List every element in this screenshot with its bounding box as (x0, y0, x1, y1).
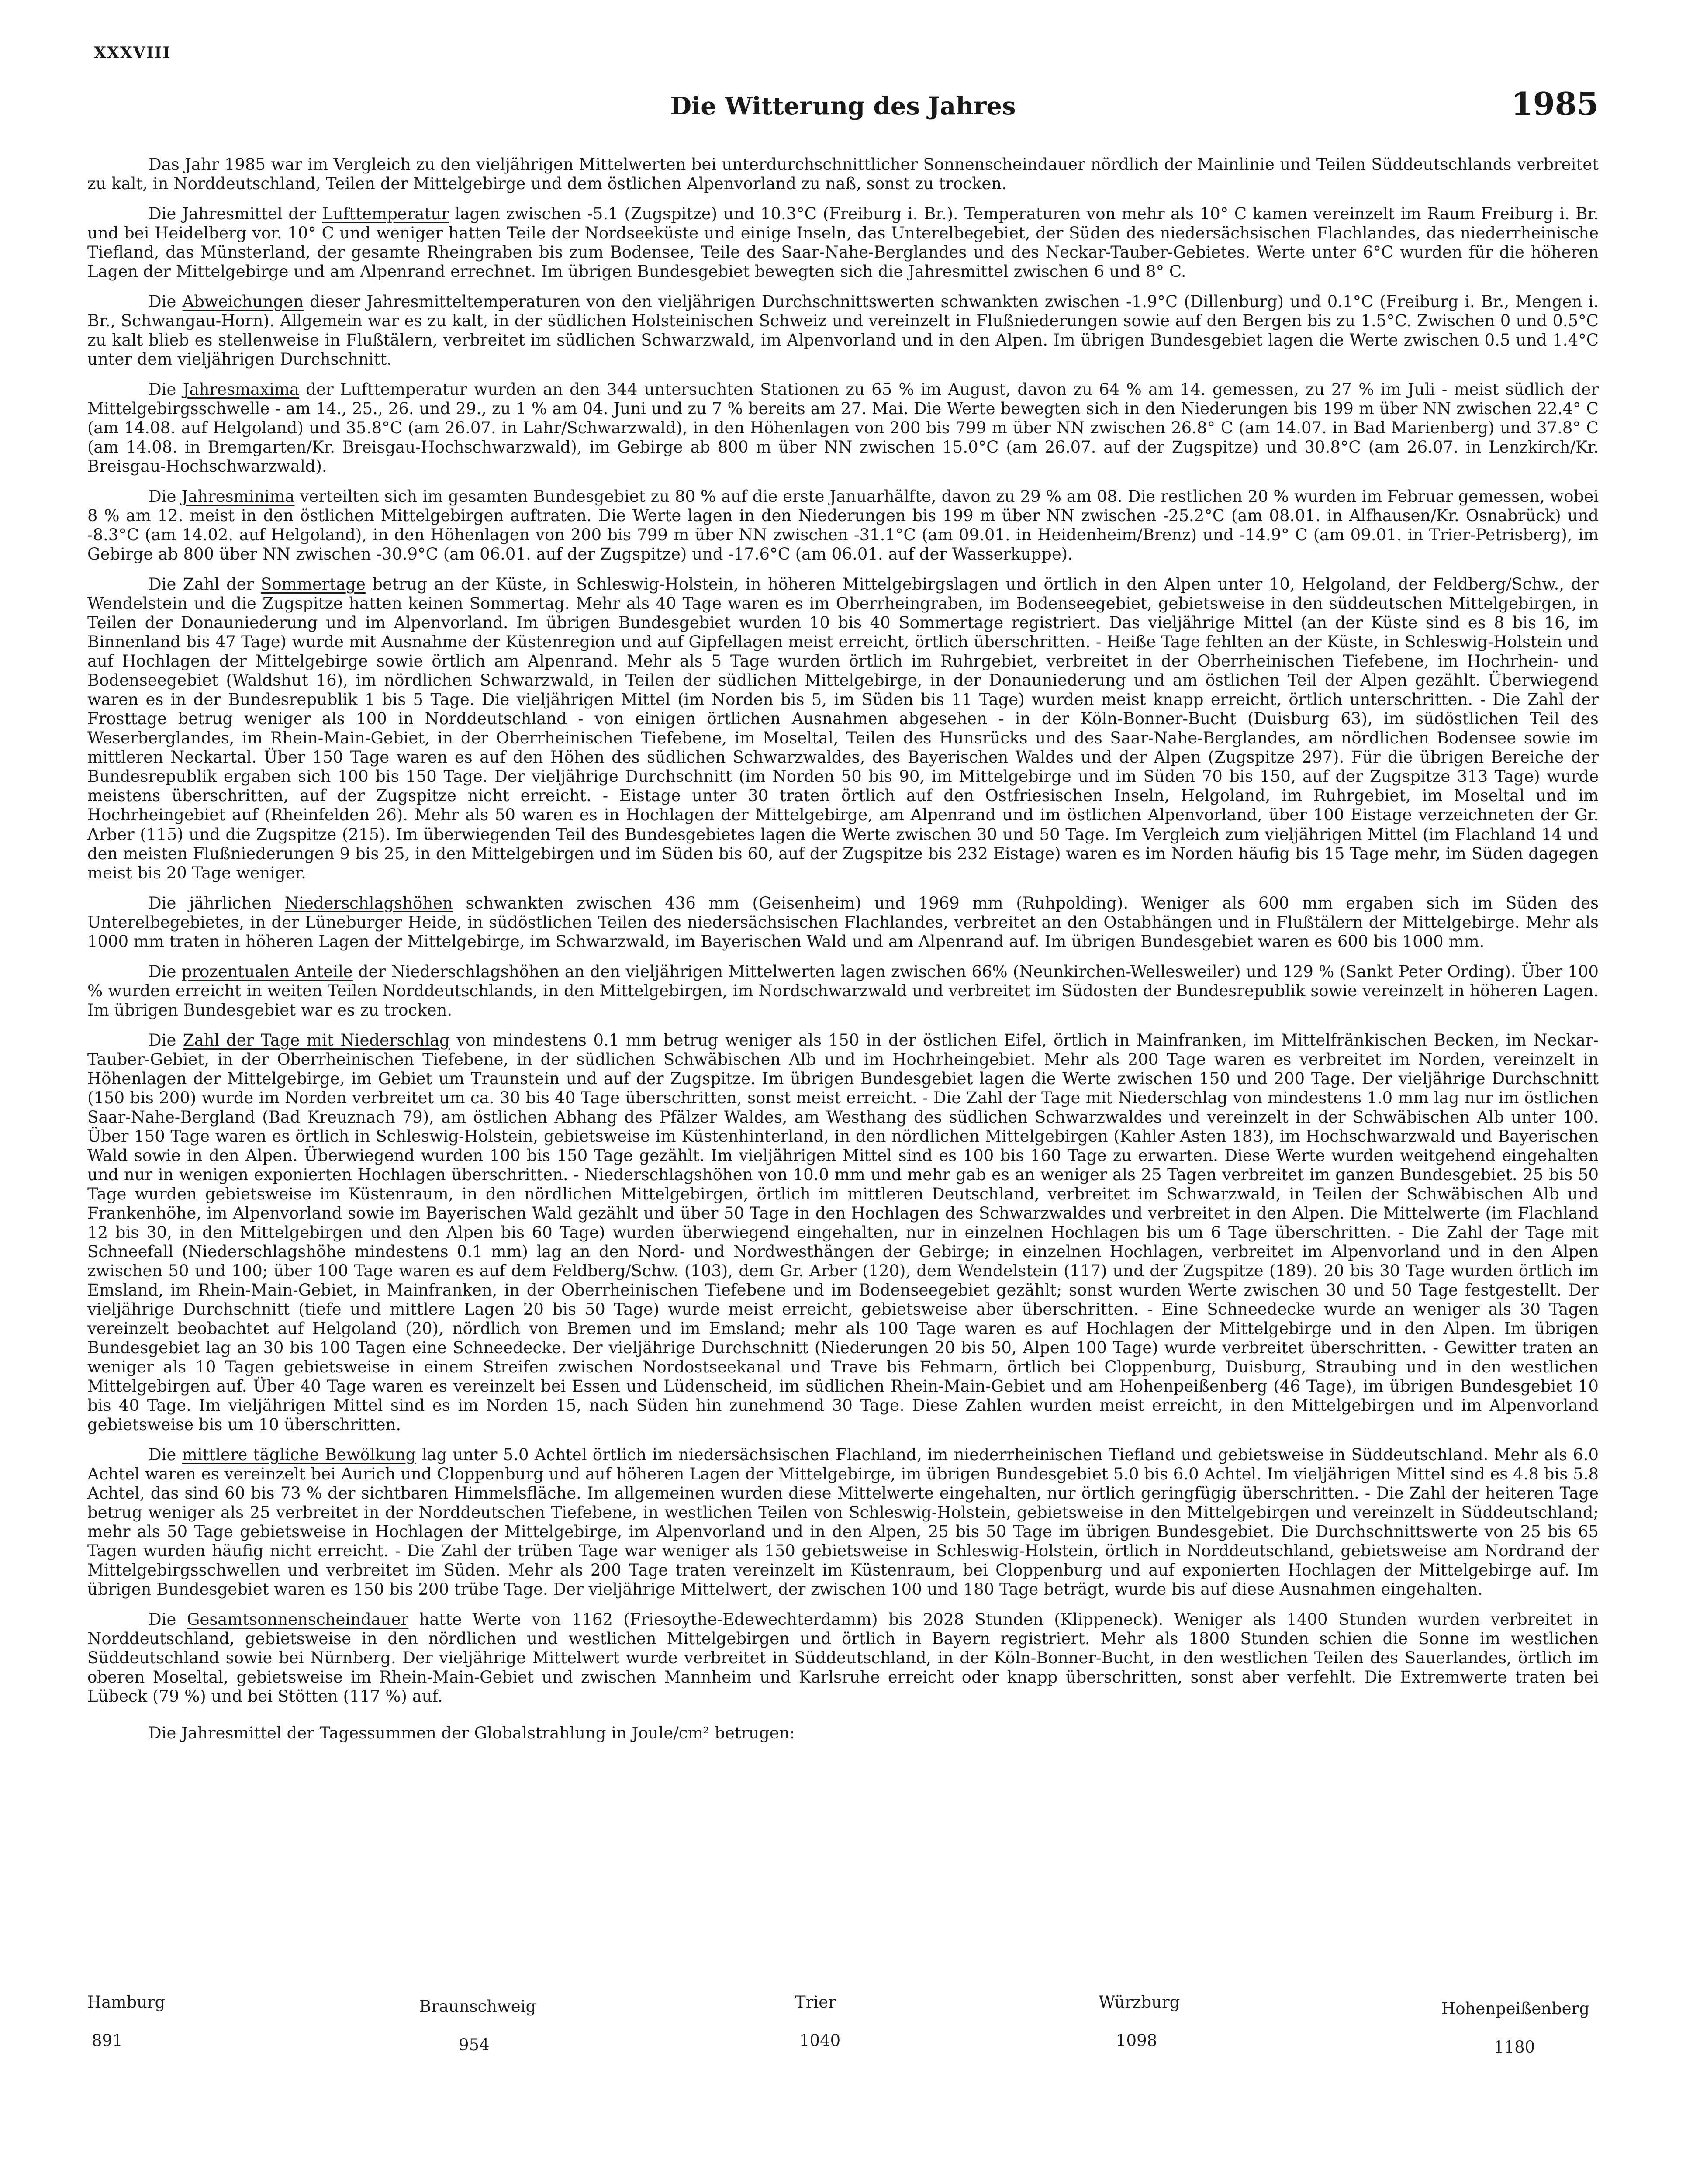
paragraph-text: der Niederschlagshöhen an den vieljährigen Mittelwerten lagen zwischen 66% (Neunkirchen-Wellesweiler) und 129 % (Sankt Peter Ording). Über 100 % wurden erreicht in weiten Teilen Norddeutschlands, in den Mittelgebirgen, im Nordschwarzwald und verbreitet im Südosten der Bundesrepublik sowie vereinzelt in höheren Lagen. Im übrigen Bundesgebiet war es zu trocken. (87, 962, 1599, 1019)
station-value: 954 (459, 2035, 490, 2055)
station-braunschweig (419, 1996, 536, 2056)
station-name: Würzburg (1099, 1993, 1180, 2011)
paragraph-summary (87, 155, 1599, 194)
paragraph-deviations (87, 292, 1599, 369)
document-page (87, 0, 1599, 2184)
station-value: 1040 (799, 2031, 841, 2050)
paragraph-lead: Die Jahresmittel der (149, 204, 322, 224)
paragraph-summer-days (87, 575, 1599, 882)
station-value: 891 (92, 2031, 123, 2050)
paragraph-text: Das Jahr 1985 war im Vergleich zu den vieljährigen Mittelwerten bei unterdurchschnittlicher Sonnenscheindauer nördlich der Mainlinie und Teilen Süddeutschlands verbreitet zu kalt, in Norddeutschland, Teilen der Mittelgebirge und dem östlichen Alpenvorland zu naß, sonst zu trocken. (87, 155, 1599, 194)
paragraph-keyword: prozentualen Anteile (181, 962, 353, 981)
station-hamburg (87, 1992, 165, 2051)
paragraph-precipitation-days (87, 1031, 1599, 1434)
paragraph-keyword: Abweichungen (182, 292, 304, 311)
station-trier (795, 1992, 840, 2051)
station-name: Hamburg (87, 1993, 166, 2011)
radiation-table (87, 1992, 1599, 2057)
paragraph-text: dieser Jahresmitteltemperaturen von den vieljährigen Durchschnittswerten schwankten zwischen -1.9°C (Dillenburg) und 0.1°C (Freiburg i. Br., Mengen i. Br., Schwangau-Horn). Allgemein war es zu kalt, in der südlichen Holsteinischen Schweiz und vereinzelt in Flußniederungen sowie auf den Bergen bis zu 1.5°C. Zwischen 0 und 0.5°C zu kalt blieb es stellenweise in Flußtälern, verbreitet im südlichen Schwarzwald, im Alpenvorland und in den Alpen. Im übrigen Bundesgebiet lagen die Werte zwischen 0.5 und 1.4°C unter dem vieljährigen Durchschnitt. (87, 292, 1599, 369)
paragraph-keyword: Niederschlagshöhen (284, 893, 453, 912)
paragraph-text: der Lufttemperatur wurden an den 344 untersuchten Stationen zu 65 % im August, davon zu 64 % am 14. gemessen, zu 27 % im Juli - meist südlich der Mittelgebirgsschwelle - am 14., 25., 26. und 29., zu 1 % am 04. Juni und zu 7 % bereits am 27. Mai. Die Werte bewegten sich in den Niederungen bis 199 m über NN zwischen 22.4° C (am 14.08. auf Helgoland) und 35.8°C (am 26.07. in Lahr/Schwarzwald), in den Höhenlagen von 200 bis 799 m über NN zwischen 26.8° C (am 14.07. in Bad Marienberg) und 37.8° C (am 14.08. in Bremgarten/Kr. Breisgau-Hochschwarzwald), im Gebirge ab 800 m über NN zwischen 15.0°C (am 26.07. auf der Zugspitze) und 30.8°C (am 26.07. in Lenzkirch/Kr. Breisgau-Hochschwarzwald). (87, 380, 1599, 476)
paragraph-air-temperature (87, 204, 1599, 281)
paragraph-lead: Die Zahl der (149, 575, 261, 594)
page-number: XXXVIII (94, 44, 171, 62)
paragraph-lead: Die (149, 380, 183, 399)
station-value: 1180 (1494, 2038, 1535, 2057)
paragraph-text: betrug an der Küste, in Schleswig-Holstein, in höheren Mittelgebirgslagen und örtlich in den Alpen unter 10, Helgoland, der Feldberg/Schw., der Wendelstein und die Zugspitze hatten keinen Sommertag. Mehr als 40 Tage waren es im Oberrheingraben, im Bodenseegebiet, gebietsweise in den süddeutschen Mittelgebirgen, in Teilen der Donauniederung und im Alpenvorland. Im übrigen Bundesgebiet wurden 10 bis 40 Sommertage registriert. Das vieljährige Mittel (an der Küste sind es 8 bis 16, im Binnenland bis 47 Tage) wurde mit Ausnahme der Küstenregion und auf Gipfellagen meist erreicht, örtlich überschritten. - Heiße Tage fehlten an der Küste, in Schleswig-Holstein und auf Hochlagen der Mittelgebirge sowie örtlich am Alpenrand. Mehr als 5 Tage wurden örtlich im Ruhrgebiet, verbreitet in der Oberrheinischen Tiefebene, im Hochrhein- und Bodenseegebiet (Waldshut 16), im nördlichen Schwarzwald, in Teilen der südlichen Mittelgebirge, in der Donauniederung und am östlichen Teil der Alpen gezählt. Überwiegend waren es in der Bundesrepublik 1 bis 5 Tage. Die vieljährigen Mittel (im Norden bis 5, im Süden bis 11 Tage) wurden meist knapp erreicht, örtlich unterschritten. - Die Zahl der Frosttage betrug weniger als 100 in Norddeutschland - von einigen örtlichen Ausnahmen abgesehen - in der Köln-Bonner-Bucht (Duisburg 63), im südöstlichen Teil des Weserberglandes, im Rhein-Main-Gebiet, in der Oberrheinischen Tiefebene, im Moseltal, Teilen des Hunsrücks und des Saar-Nahe-Berglandes, am nördlichen Bodensee sowie im mittleren Neckartal. Über 150 Tage waren es auf den Höhen des südlichen Schwarzwaldes, des Bayerischen Waldes und der Alpen (Zugspitze 297). Für die übrigen Bereiche der Bundesrepublik ergaben sich 100 bis 150 Tage. Der vieljährige Durchschnitt (im Norden 50 bis 90, im Mittelgebirge und im Süden 70 bis 150, auf der Zugspitze 313 Tage) wurde meistens überschritten, auf der Zugspitze nicht erreicht. - Eistage unter 30 traten örtlich auf den Ostfriesischen Inseln, Helgoland, im Ruhrgebiet, im Moseltal und im Hochrheingebiet auf (Rheinfelden 26). Mehr als 50 waren es in Hochlagen der Mittelgebirge, am Alpenrand und im östlichen Alpenvorland, über 100 Eistage verzeichneten der Gr. Arber (115) und die Zugspitze (215). Im überwiegenden Teil des Bundesgebietes lagen die Werte zwischen 30 und 50 Tage. Im Vergleich zum vieljährigen Mittel (im Flachland 14 und den meisten Flußniederungen 9 bis 25, in den Mittelgebirgen und im Süden bis 60, auf der Zugspitze bis 232 Eistage) waren es im Norden häufig bis 15 Tage mehr, im Süden dagegen meist bis 20 Tage weniger. (87, 575, 1599, 882)
station-wuerzburg (1099, 1992, 1180, 2051)
paragraph-lead: Die (149, 292, 183, 311)
paragraph-sunshine (87, 1610, 1599, 1706)
page-title: Die Witterung des Jahres (670, 92, 1016, 121)
paragraph-text: verteilten sich im gesamten Bundesgebiet zu 80 % auf die erste Januarhälfte, davon zu 29 % am 08. Die restlichen 20 % wurden im Februar gemessen, wobei 8 % am 12. meist in den östlichen Mittelgebirgen auftraten. Die Werte lagen in den Niederungen bis 199 m über NN zwischen -25.2°C (am 08.01. in Alfhausen/Kr. Osnabrück) und -8.3°C (am 14.02. auf Helgoland), in den Höhenlagen von 200 bis 799 m über NN zwischen -31.1°C (am 09.01. in Heidenheim/Brenz) und -14.9° C (am 09.01. in Trier-Petrisberg), im Gebirge ab 800 über NN zwischen -30.9°C (am 06.01. auf der Zugspitze) und -17.6°C (am 06.01. auf der Wasserkuppe). (87, 487, 1599, 564)
document-body (87, 155, 1599, 1742)
station-name: Trier (795, 1993, 836, 2011)
paragraph-text: von mindestens 0.1 mm betrug weniger als 150 in der östlichen Eifel, örtlich in Mainfranken, im Mittelfränkischen Becken, im Neckar-Tauber-Gebiet, in der Oberrheinischen Tiefebene, in der südlichen Schwäbischen Alb und im Hochrheingebiet. Mehr als 200 Tage waren es verbreitet im Norden, vereinzelt in Höhenlagen der Mittelgebirge, im Gebiet um Traunstein und auf der Zugspitze. Im übrigen Bundesgebiet lagen die Werte zwischen 150 und 200 Tage. Der vieljährige Durchschnitt (150 bis 200) wurde im Norden verbreitet um ca. 30 bis 40 Tage überschritten, sonst meist erreicht. - Die Zahl der Tage mit Niederschlag von mindestens 1.0 mm lag nur im östlichen Saar-Nahe-Bergland (Bad Kreuznach 79), am östlichen Abhang des Pfälzer Waldes, am Westhang des südlichen Schwarzwaldes und vereinzelt in der Schwäbischen Alb unter 100. Über 150 Tage waren es örtlich in Schleswig-Holstein, gebietsweise im Küstenhinterland, in den nördlichen Mittelgebirgen (Kahler Asten 183), im Hochschwarzwald und Bayerischen Wald sowie in den Alpen. Überwiegend wurden 100 bis 150 Tage gezählt. Im vieljährigen Mittel sind es 100 bis 160 Tage zu erwarten. Diese Werte wurden weitgehend eingehalten und nur in wenigen exponierten Hochlagen überschritten. - Niederschlagshöhen von 10.0 mm und mehr gab es an weniger als 25 Tagen verbreitet im ganzen Bundesgebiet. 25 bis 50 Tage wurden gebietsweise im Küstenraum, in den nördlichen Mittelgebirgen, örtlich im mittleren Deutschland, verbreitet im Schwarzwald, in Teilen der Schwäbischen Alb und Frankenhöhe, im Alpenvorland sowie im Bayerischen Wald gezählt und über 50 Tage in den Hochlagen des Schwarzwaldes und verbreitet in den Alpen. Die Mittelwerte (im Flachland 12 bis 30, in den Mittelgebirgen und den Alpen bis 60 Tage) wurden überwiegend eingehalten, nur in einzelnen Hochlagen bis um 6 Tage überschritten. - Die Zahl der Tage mit Schneefall (Niederschlagshöhe mindestens 0.1 mm) lag an den Nord- und Nordwesthängen der Gebirge; in einzelnen Hochlagen, verbreitet im Alpenvorland und in den Alpen zwischen 50 und 100; über 100 Tage waren es auf dem Feldberg/Schw. (103), dem Gr. Arber (120), dem Wendelstein (117) und der Zugspitze (189). 20 bis 30 Tage wurden örtlich im Emsland, im Rhein-Main-Gebiet, in Mainfranken, in der Oberrheinischen Tiefebene und im Bodenseegebiet gezählt; sonst wurden Werte zwischen 30 und 50 Tage festgestellt. Der vieljährige Durchschnitt (tiefe und mittlere Lagen 20 bis 50 Tage) wurde meist erreicht, gebietsweise aber überschritten. - Eine Schneedecke wurde an weniger als 30 Tagen vereinzelt beobachtet auf Helgoland (20), nördlich von Bremen und im Emsland; mehr als 100 Tage waren es auf Hochlagen der Mittelgebirge und in den Alpen. Im übrigen Bundesgebiet lag an 30 bis 100 Tagen eine Schneedecke. Der vieljährige Durchschnitt (Niederungen 20 bis 50, Alpen 100 Tage) wurde verbreitet überschritten. - Gewitter traten an weniger als 10 Tagen gebietsweise in einem Streifen zwischen Nordostseekanal und Trave bis Fehmarn, örtlich bei Cloppenburg, Duisburg, Straubing und in den westlichen Mittelgebirgen auf. Über 40 Tage waren es vereinzelt bei Essen und Lüdenscheid, im südlichen Rhein-Main-Gebiet und am Hohenpeißenberg (46 Tage), im übrigen Bundesgebiet 10 bis 40 Tage. Im vieljährigen Mittel sind es im Norden 15, nach Süden hin zunehmend 30 Tage. Diese Zahlen wurden meist erreicht, in den Mittelgebirgen und im Alpenvorland gebietsweise bis um 10 überschritten. (87, 1030, 1599, 1434)
paragraph-cloudiness (87, 1445, 1599, 1599)
paragraph-lead: Die jährlichen (149, 893, 285, 912)
paragraph-keyword: Lufttemperatur (322, 204, 449, 224)
paragraph-keyword: Sommertage (260, 575, 366, 594)
paragraph-lead: Die (149, 1030, 183, 1050)
paragraph-keyword: Gesamtsonnenscheindauer (187, 1610, 409, 1629)
station-hohenpeissenberg (1441, 1998, 1589, 2058)
paragraph-lead: Die (149, 1445, 182, 1464)
paragraph-annual-maxima (87, 380, 1599, 476)
paragraph-lead: Die (149, 962, 182, 981)
paragraph-lead: Die (149, 1610, 187, 1629)
paragraph-text: schwankten zwischen 436 mm (Geisenheim) und 1969 mm (Ruhpolding). Weniger als 600 mm ergaben sich im Süden des Unterelbegebietes, in der Lüneburger Heide, in südöstlichen Teilen des niedersächsischen Flachlandes, verbreitet an den Ostabhängen und in Flußtälern der Mittelgebirge. Mehr als 1000 mm traten in höheren Lagen der Mittelgebirge, im Schwarzwald, im Bayerischen Wald und am Alpenrand auf. Im übrigen Bundesgebiet waren es 600 bis 1000 mm. (87, 893, 1599, 951)
paragraph-annual-minima (87, 487, 1599, 564)
paragraph-precipitation-percent (87, 962, 1599, 1020)
radiation-intro: Die Jahresmittel der Tagessummen der Globalstrahlung in Joule/cm² betrugen: (149, 1724, 795, 1743)
paragraph-text: lag unter 5.0 Achtel örtlich im niedersächsischen Flachland, im niederrheinischen Tiefland und gebietsweise in Süddeutschland. Mehr als 6.0 Achtel waren es vereinzelt bei Aurich und Cloppenburg und auf höheren Lagen der Mittelgebirge, im übrigen Bundesgebiet 5.0 bis 6.0 Achtel. Im vieljährigen Mittel sind es 4.8 bis 5.8 Achtel, das sind 60 bis 73 % der sichtbaren Himmelsfläche. Im allgemeinen wurden diese Mittelwerte eingehalten, nur örtlich geringfügig überschritten. - Die Zahl der heiteren Tage betrug weniger als 25 verbreitet in der Norddeutschen Tiefebene, in westlichen Teilen von Schleswig-Holstein, gebietsweise in den Mittelgebirgen und vereinzelt in Süddeutschland; mehr als 50 Tage gebietsweise in Hochlagen der Mittelgebirge, im Alpenvorland und in den Alpen, 25 bis 50 Tage im übrigen Bundesgebiet. Die Durchschnittswerte von 25 bis 65 Tagen wurden häufig nicht erreicht. - Die Zahl der trüben Tage war weniger als 150 gebietsweise in Schleswig-Holstein, örtlich in Norddeutschland, gebietsweise am Nordrand der Mittelgebirgsschwellen und verbreitet im Süden. Mehr als 200 Tage traten vereinzelt im Küstenraum, bei Cloppenburg und auf exponierten Hochlagen der Mittelgebirge auf. Im übrigen Bundesgebiet waren es 150 bis 200 trübe Tage. Der vieljährige Mittelwert, der zwischen 100 und 180 Tage beträgt, wurde bis auf diese Ausnahmen eingehalten. (87, 1445, 1599, 1599)
paragraph-keyword: Jahresminima (181, 487, 295, 506)
paragraph-precipitation (87, 894, 1599, 951)
paragraph-text: lagen zwischen -5.1 (Zugspitze) und 10.3°C (Freiburg i. Br.). Temperaturen von mehr als 10° C kamen vereinzelt im Raum Freiburg i. Br. und bei Heidelberg vor. 10° C und weniger hatten Teile der Nordseeküste und einige Inseln, das Unterelbegebiet, der Süden des niedersächsischen Flachlandes, das niederrheinische Tiefland, das Münsterland, der gesamte Rheingraben bis zum Bodensee, Teile des Saar-Nahe-Berglandes und des Neckar-Tauber-Gebietes. Werte unter 6°C wurden für die höheren Lagen der Mittelgebirge und am Alpenrand errechnet. Im übrigen Bundesgebiet bewegten sich die Jahresmittel zwischen 6 und 8° C. (87, 204, 1599, 281)
year-heading: 1985 (1511, 85, 1599, 122)
station-name: Hohenpeißenberg (1441, 1999, 1589, 2018)
paragraph-keyword: Jahresmaxima (183, 380, 300, 399)
paragraph-text: hatte Werte von 1162 (Friesoythe-Edewechterdamm) bis 2028 Stunden (Klippeneck). Weniger als 1400 Stunden wurden verbreitet in Norddeutschland, gebietsweise in den nördlichen und westlichen Mittelgebirgen und örtlich in Bayern registriert. Mehr als 1800 Stunden schien die Sonne im westlichen Süddeutschland sowie bei Nürnberg. Der vieljährige Mittelwert wurde verbreitet in Süddeutschland, in der Köln-Bonner-Bucht, in den westlichen Teilen des Sauerlandes, örtlich im oberen Moseltal, gebietsweise im Rhein-Main-Gebiet und zwischen Mannheim und Karlsruhe erreicht oder knapp überschritten, sonst aber verfehlt. Die Extremwerte traten bei Lübeck (79 %) und bei Stötten (117 %) auf. (87, 1610, 1599, 1706)
paragraph-keyword: Zahl der Tage mit Niederschlag (183, 1030, 450, 1050)
station-name: Braunschweig (419, 1997, 536, 2016)
paragraph-lead: Die (149, 487, 182, 506)
paragraph-keyword: mittlere tägliche Bewölkung (182, 1445, 416, 1464)
station-value: 1098 (1116, 2031, 1157, 2050)
